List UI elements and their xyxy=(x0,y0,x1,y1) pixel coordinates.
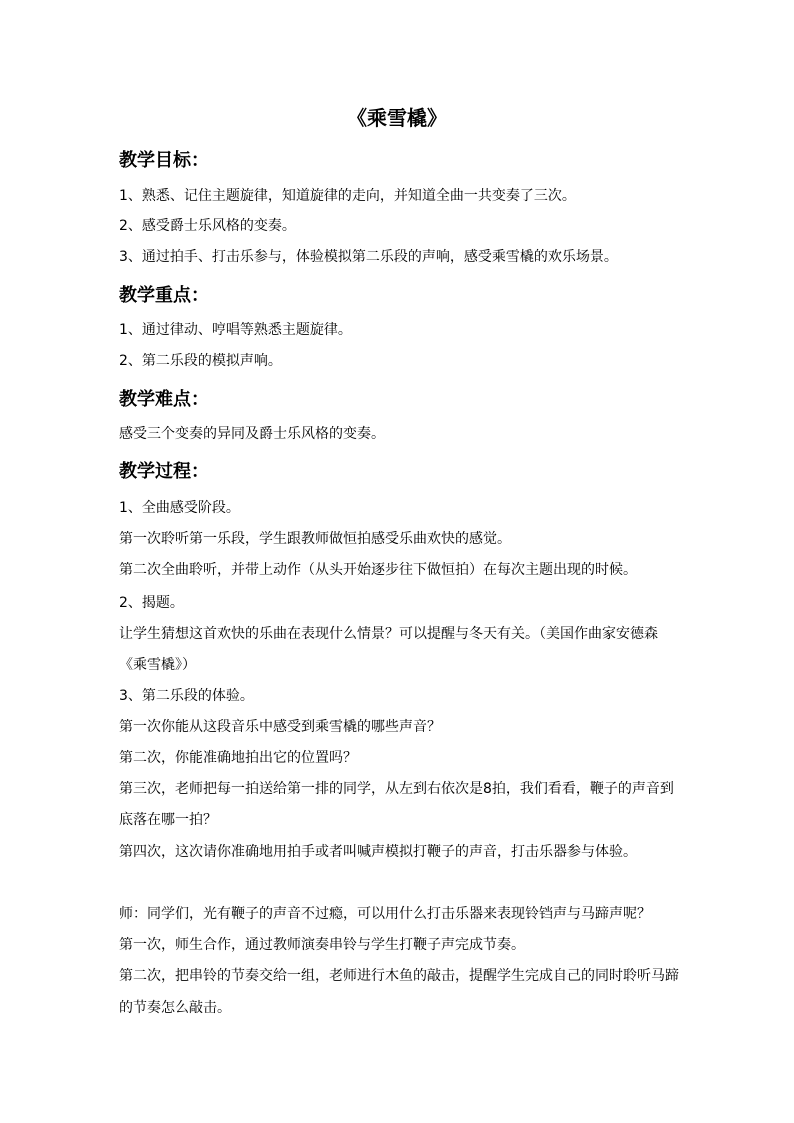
document-title: 《乘雪橇》 xyxy=(347,106,447,130)
process-line-10: 第三次，老师把每一拍送给第一排的同学，从左到右依次是8拍，我们看看，鞭子的声音到 xyxy=(119,781,674,797)
process-line-4: 2、揭题。 xyxy=(119,595,184,611)
process-line-3: 第二次全曲聆听，并带上动作（从头开始逐步往下做恒拍）在每次主题出现的时候。 xyxy=(119,562,637,578)
section-heading-goals: 教学目标： xyxy=(119,150,209,171)
process-line-7: 3、第二乐段的体验。 xyxy=(119,688,254,704)
difficulty-line-1: 感受三个变奏的异同及爵士乐风格的变奏。 xyxy=(119,426,385,442)
goal-line-3: 3、通过拍手、打击乐参与，体验模拟第二乐段的声响，感受乘雪橇的欢乐场景。 xyxy=(119,249,618,265)
process-line-14: 第一次，师生合作，通过教师演奏串铃与学生打鞭子声完成节奏。 xyxy=(119,937,525,953)
section-heading-difficulties: 教学难点： xyxy=(119,389,209,410)
process-line-5: 让学生猜想这首欢快的乐曲在表现什么情景？可以提醒与冬天有关。（美国作曲家安德森 xyxy=(119,626,658,642)
process-line-9: 第二次，你能准确地拍出它的位置吗？ xyxy=(119,750,357,766)
goal-line-2: 2、感受爵士乐风格的变奏。 xyxy=(119,218,296,234)
process-line-11: 底落在哪一拍？ xyxy=(119,812,217,828)
key-point-line-2: 2、第二乐段的模拟声响。 xyxy=(119,353,282,369)
process-line-12: 第四次，这次请你准确地用拍手或者叫喊声模拟打鞭子的声音，打击乐器参与体验。 xyxy=(119,844,637,860)
process-line-16: 的节奏怎么敲击。 xyxy=(119,1000,231,1016)
process-line-1: 1、全曲感受阶段。 xyxy=(119,500,240,516)
process-line-15: 第二次，把串铃的节奏交给一组，老师进行木鱼的敲击，提醒学生完成自己的同时聆听马蹄 xyxy=(119,968,679,984)
process-line-2: 第一次聆听第一乐段，学生跟教师做恒拍感受乐曲欢快的感觉。 xyxy=(119,531,511,547)
section-heading-process: 教学过程： xyxy=(119,461,209,482)
section-heading-key-points: 教学重点： xyxy=(119,285,209,306)
process-line-6: 《乘雪橇》） xyxy=(119,657,196,673)
process-line-8: 第一次你能从这段音乐中感受到乘雪橇的哪些声音？ xyxy=(119,719,441,735)
goal-line-1: 1、熟悉、记住主题旋律，知道旋律的走向，并知道全曲一共变奏了三次。 xyxy=(119,188,576,204)
key-point-line-1: 1、通过律动、哼唱等熟悉主题旋律。 xyxy=(119,322,352,338)
process-line-13: 师：同学们，光有鞭子的声音不过瘾，可以用什么打击乐器来表现铃铛声与马蹄声呢？ xyxy=(119,906,651,922)
